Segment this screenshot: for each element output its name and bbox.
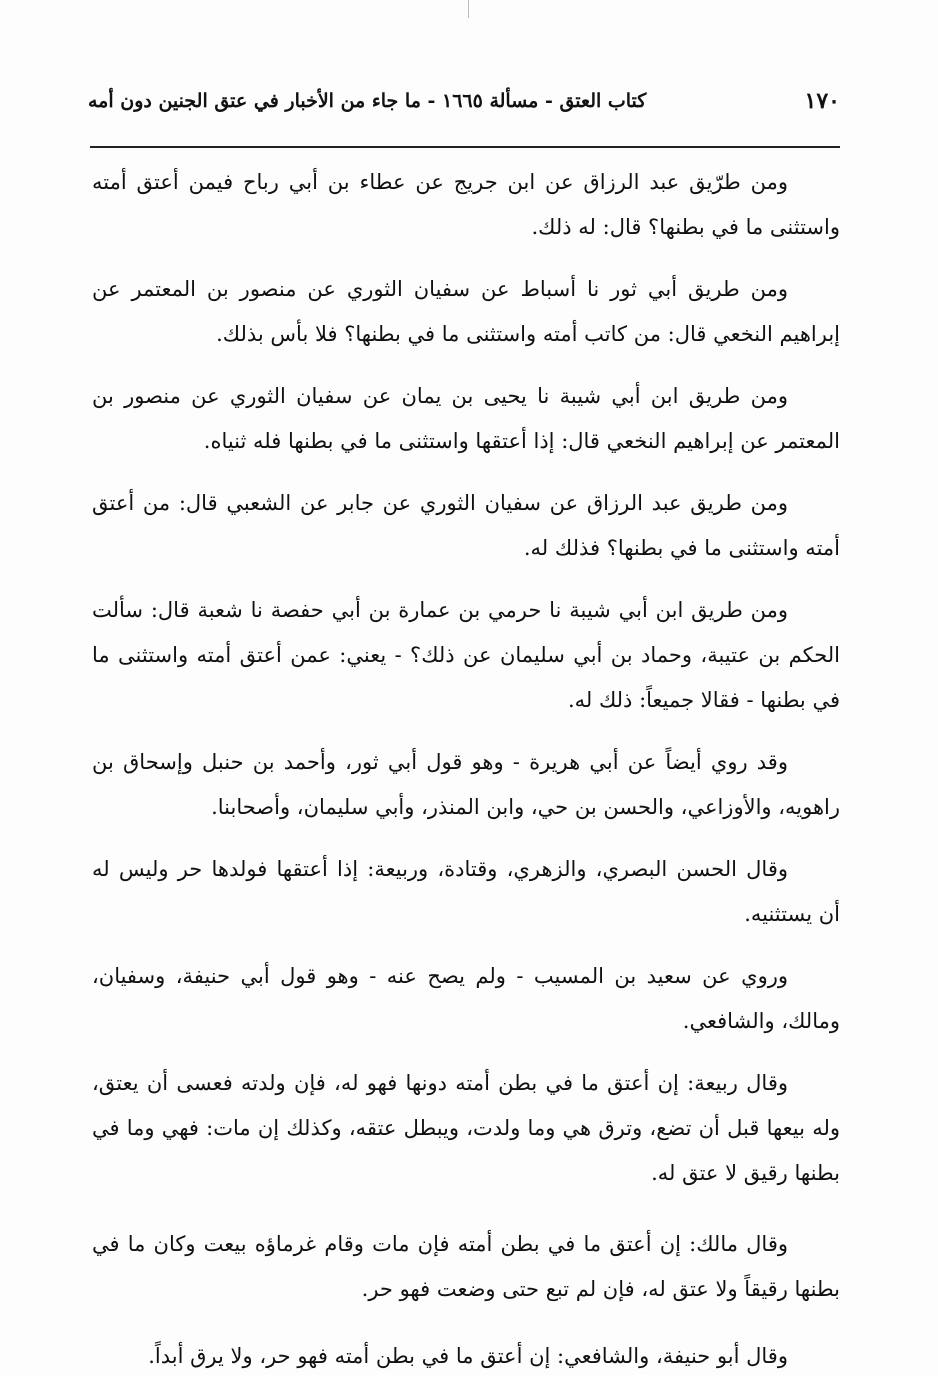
body-text [92, 160, 840, 1396]
paragraph-1: ومن طرّيق عبد الرزاق عن ابن جريج عن عطاء بن أبي رباح فيمن أعتق أمته واستثنى ما في بطنها؟ قال: له ذلك. [92, 170, 840, 239]
running-title: كتاب العتق - مسألة ١٦٦٥ - ما جاء من الأخبار في عتق الجنين دون أمه [88, 90, 647, 112]
paragraph-4: ومن طريق عبد الرزاق عن سفيان الثوري عن جابر عن الشعبي قال: من أعتق أمته واستثنى ما في بطنها؟ فذلك له. [92, 491, 840, 560]
paragraph-6: وقد روي أيضاً عن أبي هريرة - وهو قول أبي ثور، وأحمد بن حنبل وإسحاق بن راهويه، والأوزاعي، والحسن بن حي، وابن المنذر، وأبي سليمان، وأصحابنا. [92, 750, 840, 819]
paragraph-9: وقال ربيعة: إن أعتق ما في بطن أمته دونها فهو له، فإن ولدته فعسى أن يعتق، وله بيعها قبل أن تضع، وترق هي وما ولدت، ويبطل عتقه، وكذلك إن مات: فهي وما في بطنها رقيق لا عتق له. [92, 1071, 840, 1185]
scan-mark [468, 0, 469, 18]
paragraph-2: ومن طريق أبي ثور نا أسباط عن سفيان الثوري عن منصور بن المعتمر عن إبراهيم النخعي قال: من كاتب أمته واستثنى ما في بطنها؟ فلا بأس بذلك. [92, 277, 840, 346]
paragraph-5: ومن طريق ابن أبي شيبة نا حرمي بن عمارة بن أبي حفصة نا شعبة قال: سألت الحكم بن عتيبة، وحماد بن أبي سليمان عن ذلك؟ - يعني: عمن أعتق أمته واستثنى ما في بطنها - فقالا جميعاً: ذلك له. [92, 598, 840, 712]
paragraph-11: وقال أبو حنيفة، والشافعي: إن أعتق ما في بطن أمته فهو حر، ولا يرق أبداً. [148, 1344, 788, 1368]
paragraph-7: وقال الحسن البصري، والزهري، وقتادة، وربيعة: إذا أعتقها فولدها حر وليس له أن يستثنيه. [92, 857, 840, 926]
paragraph-10: وقال مالك: إن أعتق ما في بطن أمته فإن مات وقام غرماؤه بيعت وكان ما في بطنها رقيقاً ولا عتق له، فإن لم تبع حتى وضعت فهو حر. [92, 1232, 840, 1301]
paragraph-3: ومن طريق ابن أبي شيبة نا يحيى بن يمان عن سفيان الثوري عن منصور بن المعتمر عن إبراهيم النخعي قال: إذا أعتقها واستثنى ما في بطنها فله ثنياه. [92, 384, 840, 453]
paragraph-8: وروي عن سعيد بن المسيب - ولم يصح عنه - وهو قول أبي حنيفة، وسفيان، ومالك، والشافعي. [92, 964, 840, 1033]
page-number: ١٧٠ [804, 88, 840, 114]
page-header [88, 84, 840, 124]
header-rule [90, 146, 840, 148]
